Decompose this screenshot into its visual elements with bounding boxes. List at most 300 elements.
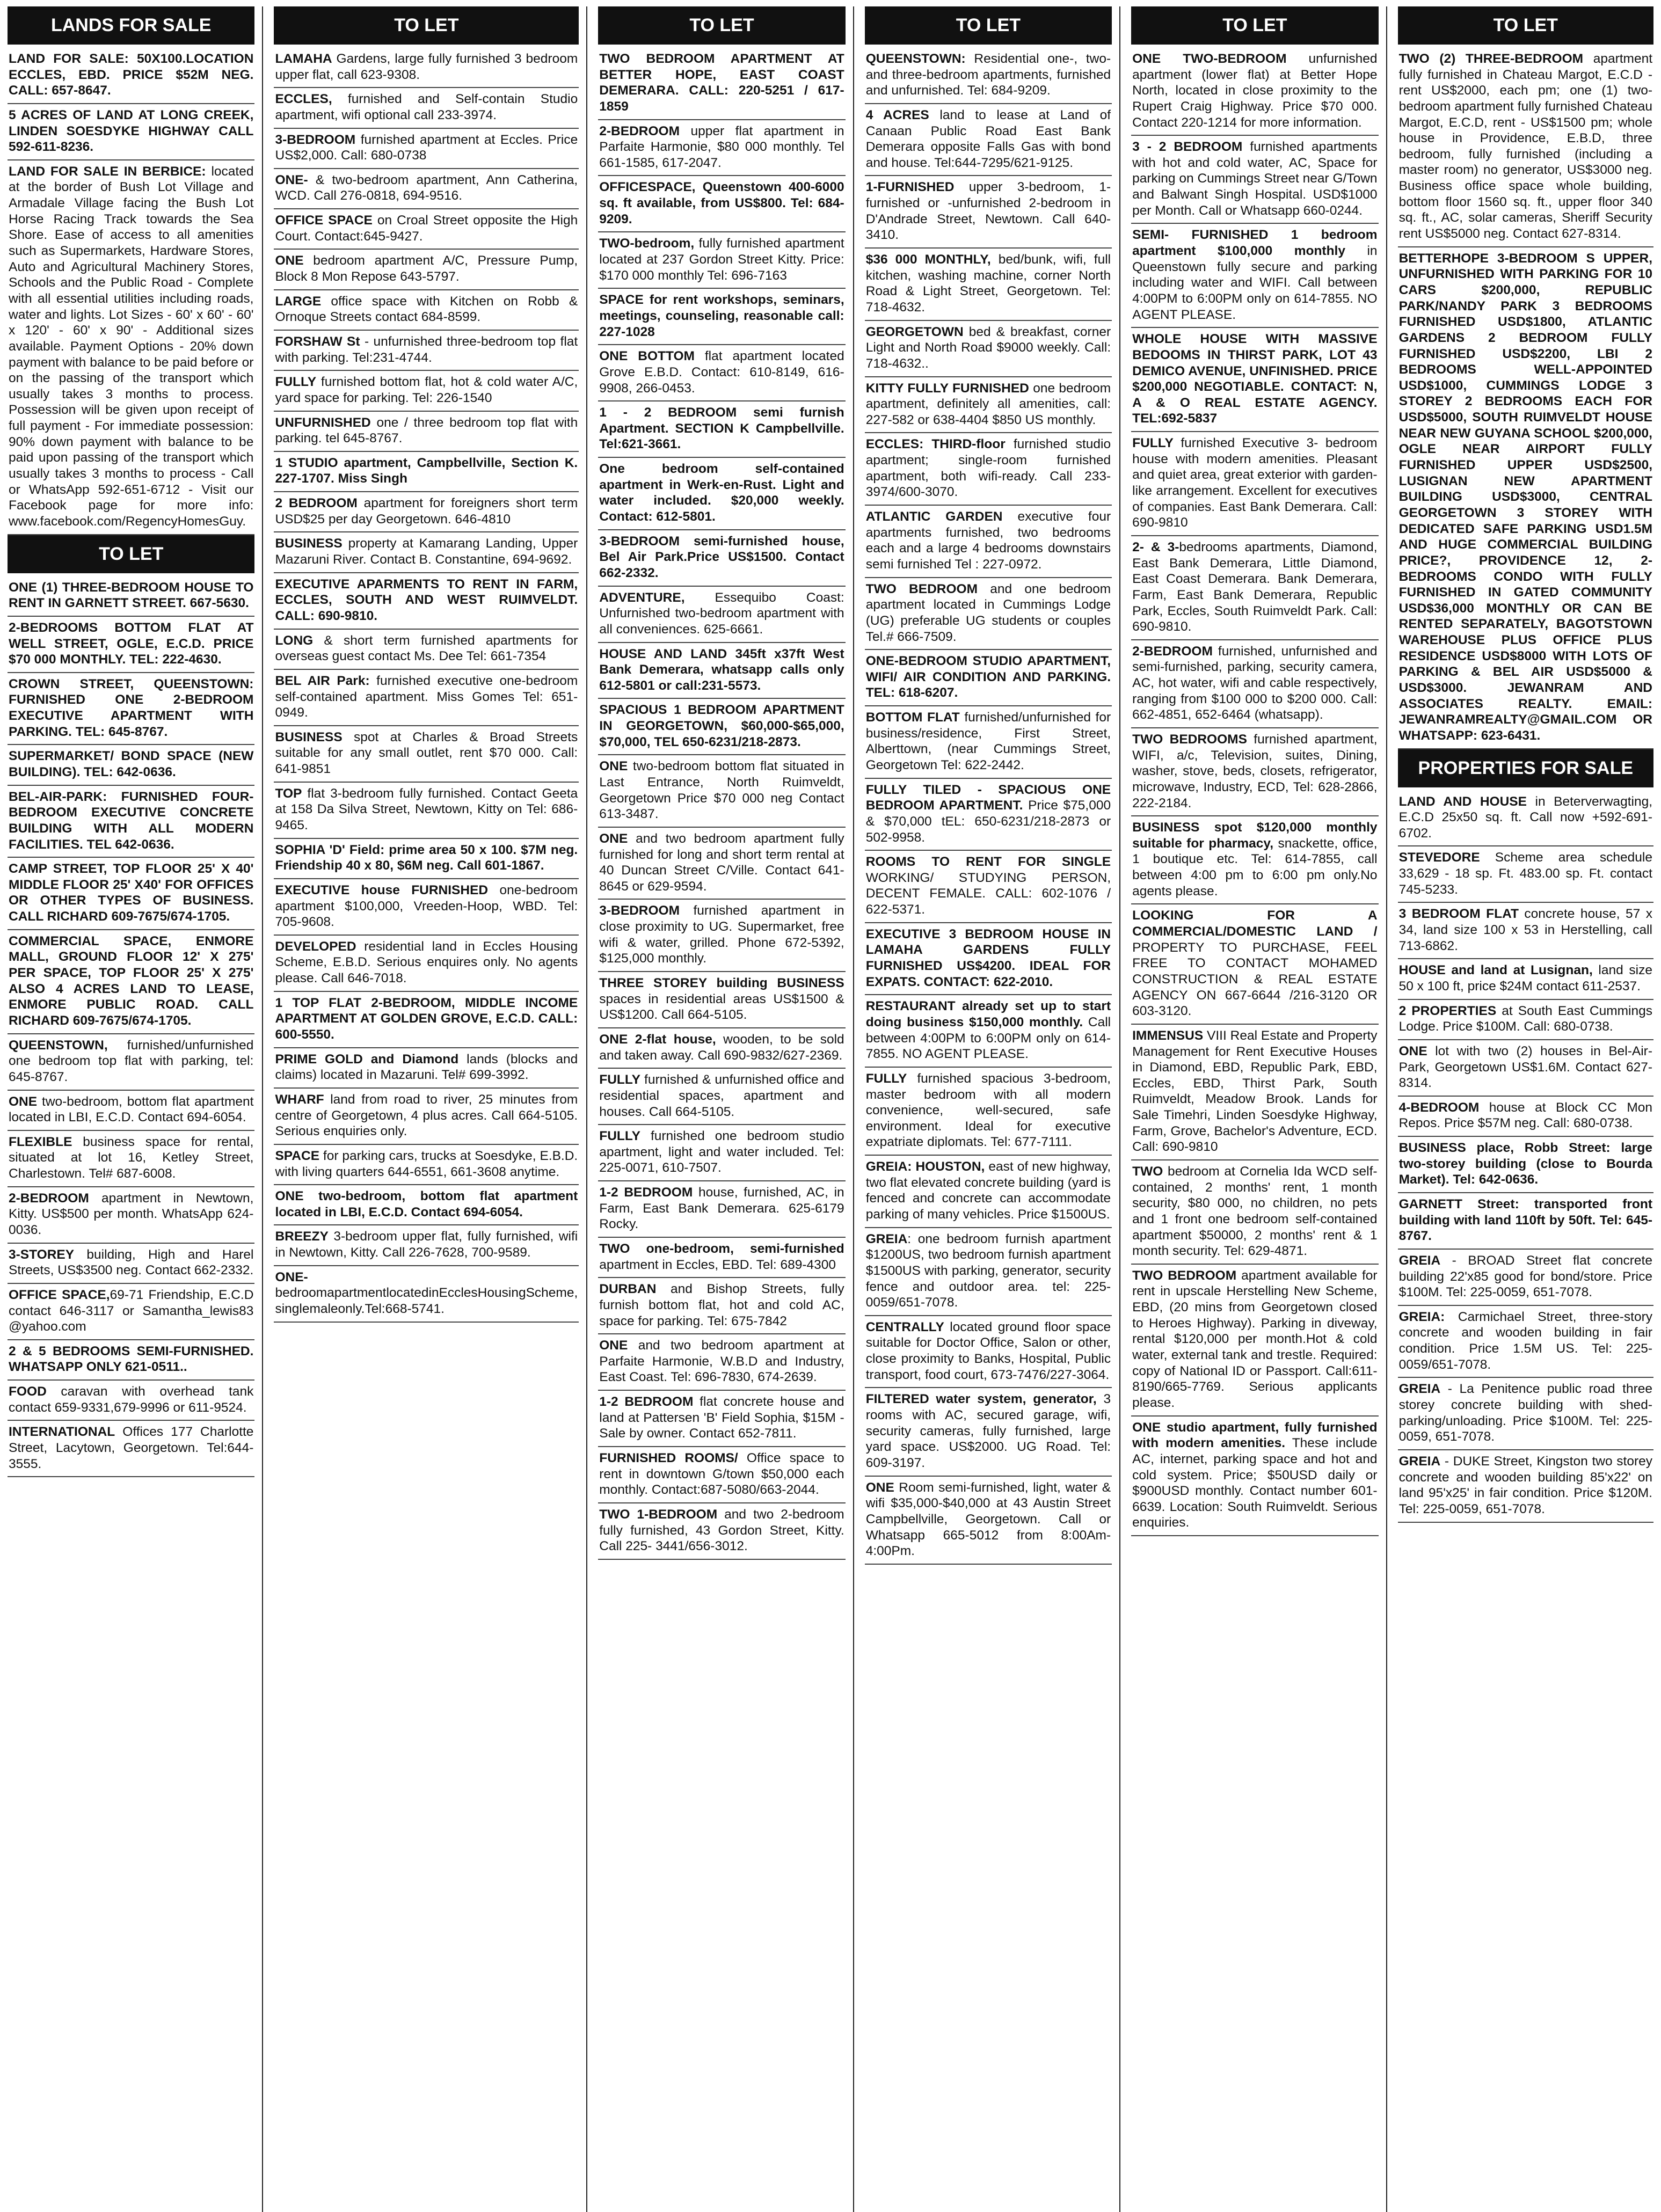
classified-ad	[8, 576, 254, 617]
ad-text: lot with two (2) houses in Bel-Air-Park, Georgetown US$1.6M. Contact 627-8314.	[1398, 1043, 1652, 1091]
ad-lead: 3-BEDROOM	[275, 132, 356, 147]
ad-text: : one bedroom furnish apartment $1200US, two bedroom furnish apartment $1500US with parking, generator, security fence and outdoor area. tel: 225-0059/651-7078.	[865, 1231, 1111, 1310]
classified-ad	[1398, 1137, 1653, 1193]
ad-lead: $36 000 MONTHLY,	[865, 252, 991, 267]
ad-text: at South East Cummings Lodge. Price $100M. Call: 680-0738.	[1398, 1003, 1653, 1034]
classified-ad	[865, 706, 1112, 779]
ad-lead: BUSINESS spot $120,000 monthly suitable for pharmacy,	[1132, 820, 1378, 851]
classified-ad	[598, 289, 845, 345]
classified-ad	[1398, 1306, 1653, 1378]
ad-text: ONE-BEDROOM STUDIO APARTMENT, WIFI/ AIR CONDITION AND PARKING. TEL: 618-6207.	[865, 654, 1111, 700]
ad-lead: ONE	[275, 253, 304, 268]
ad-text: in Beterverwagting, E.C.D 25x50 sq. ft. Call now +592-691-6702.	[1398, 794, 1652, 841]
ad-lead: 2-BEDROOM	[1132, 644, 1213, 659]
ad-text: land size 50 x 100 ft, price $24M contact 611-2537.	[1398, 963, 1652, 994]
ad-lead: 1-FURNISHED	[865, 180, 955, 195]
ad-lead: OFFICE SPACE	[275, 213, 373, 228]
ad-lead: SPACE	[275, 1148, 320, 1163]
ad-text: Gardens, large fully furnished 3 bedroom upper flat, call 623-9308.	[275, 52, 578, 82]
ad-text: apartment fully furnished in Chateau Margot, E.C.D - rent US$2000, each pm; one (1) two-bedroom apartment fully furnished Chateau Margot, E.C.D, rent - US$1500 pm; whole house in Providence, E.B.D, three bedroom, fully furnished (including a master room) no generator, US$3000 neg. Business office space whole building, bottom floor 1560 sq. ft., upper floor 340 sq. ft., AC, solar cameras, Sheriff Security rent US$5000 neg. Contact 627-8314.	[1398, 52, 1653, 242]
classified-ad	[1131, 816, 1378, 904]
classified-ad	[1398, 959, 1653, 999]
ad-text: building, High and Harel Streets, US$3500 neg. Contact 662-2332.	[9, 1247, 254, 1278]
classified-ad	[1131, 1025, 1378, 1160]
ad-lead: FULLY	[599, 1072, 640, 1087]
ad-text: BETTERHOPE 3-BEDROOM S UPPER, UNFURNISHED WITH PARKING FOR 10 CARS $200,000, REPUBLIC PARK/NANDY PARK 3 BEDROOMS FURNISHED USD$1800, ATLANTIC GARDENS 2 BEDROOM FULLY FURNISHED USD$2200, LBI 2 BEDROOMS WELL-APPOINTED USD$1000, CUMMINGS LODGE 3 STOREY 2 BEDROOMS EACH FOR USD$5000, SOUTH RUIMVELDT HOUSE NEAR NEW GUYANA SCHOOL $200,000, OGLE NEAR AIRPORT FULLY FURNISHED UPPER USD$2500, LUSIGNAN NEW APARTMENT BUILDING USD$3000, CENTRAL GEORGETOWN 3 STOREY WITH DEDICATED SAFE PARKING USD1.5M AND HUGE COMMERCIAL BUILDING PRICE?, PROVIDENCE 12, 2- BEDROOMS CONDO WITH FULLY FURNISHED IN GATED COMMUNITY USD$36,000 MONTHLY OR CAN BE RENTED SEPARATELY, BAGOTSTOWN WAREHOUSE PLUS OFFICE PLUS RESIDENCE USD$8000 WITH LOTS OF PARKING & BEL AIR USD$5000 & USD$3000. JEWANRAM AND ASSOCIATES REALTY. EMAIL: JEWANRAMREALTY@GMAIL.COM OR WHATSAPP: 623-6431.	[1398, 251, 1652, 743]
classified-ad	[865, 1228, 1112, 1316]
ad-text: Office space to rent in downtown G/town $50,000 each monthly. Contact:687-5080/663-2044.	[599, 1451, 844, 1498]
ad-lead: TWO-bedroom,	[599, 236, 695, 251]
classified-ad	[865, 433, 1112, 506]
ad-text: COMMERCIAL SPACE, ENMORE MALL, GROUND FLOOR 12' X 275' PER SPACE, TOP FLOOR 25' X 275' ALSO 4 ACRES LAND TO LEASE, ENMORE PUBLIC ROAD. CALL RICHARD 609-7675/674-1705.	[9, 933, 254, 1028]
ad-text: SPACIOUS 1 BEDROOM APARTMENT IN GEORGETOWN, $60,000-$65,000, $70,000, TEL 650-6231/218-2873.	[599, 703, 844, 749]
ad-text: OFFICESPACE, Queenstown 400-6000 sq. ft available, from US$800. Tel: 684-9209.	[599, 180, 844, 227]
classified-ad	[598, 458, 845, 530]
ad-text: 5 ACRES OF LAND AT LONG CREEK, LINDEN SOESDYKE HIGHWAY CALL 592-611-8236.	[9, 107, 254, 155]
classified-ad	[8, 1131, 254, 1187]
ad-lead: ONE-	[275, 1269, 308, 1284]
ad-text: furnished Executive 3- bedroom house with modern amenities. Pleasant and quiet area, great exterior with garden- like arrangement. Excellent for executives of companies. East Bank Demerara. Call: 690-9810	[1132, 436, 1378, 530]
ad-text: one-bedroom apartment $100,000, Vreeden-Hoop, WBD. Tel: 705-9608.	[275, 882, 578, 930]
classified-ad	[8, 1284, 254, 1340]
ad-lead: ONE	[9, 1094, 38, 1109]
ad-text: unfurnished apartment (lower flat) at Better Hope North, located in close proximity to the Rupert Craig Highway. Price $70 000. Contact 220-1214 for more information.	[1132, 52, 1378, 130]
classified-ad	[274, 1266, 579, 1323]
ad-lead: LAND AND HOUSE	[1398, 794, 1527, 809]
ad-lead: 3-BEDROOM	[599, 903, 680, 918]
ad-lead: ONE studio apartment, fully furnished with modern amenities.	[1132, 1420, 1378, 1451]
classified-ad	[865, 377, 1112, 434]
ad-lead: THREE STOREY building BUSINESS	[599, 976, 844, 991]
classified-ad	[8, 858, 254, 930]
ad-text: residential land in Eccles Housing Scheme, E.B.D. Serious enquires only. No agents please. Call 646-7018.	[275, 939, 578, 986]
classified-ad	[865, 779, 1112, 851]
ad-lead: LONG	[275, 633, 314, 648]
section-header: LANDS FOR SALE	[8, 6, 254, 45]
classified-ad	[1398, 903, 1653, 959]
ad-text: house at Block CC Mon Repos. Price $57M neg. Call: 680-0738.	[1398, 1100, 1652, 1131]
ad-text: and two bedroom apartment at Parfaite Harmonie, W.B.D and Industry, East Coast. Tel: 696-7830, 674-2639.	[599, 1338, 844, 1385]
ad-lead: INTERNATIONAL	[9, 1425, 115, 1440]
ad-text: wooden, to be sold and taken away. Call 690-9832/627-2369.	[599, 1032, 844, 1063]
ad-text: 2-BEDROOMS BOTTOM FLAT AT WELL STREET, OGLE, E.C.D. PRICE $70 000 MONTHLY. TEL: 222-4630.	[9, 620, 254, 667]
ad-lead: BUSINESS	[275, 536, 343, 551]
ad-text: and Bishop Streets, fully furnish bottom flat, hot and cold AC, space for parking. Tel: 675-7842	[599, 1282, 844, 1328]
ad-lead: EXECUTIVE house FURNISHED	[275, 882, 489, 897]
section-header: TO LET	[598, 6, 845, 45]
classified-ad	[598, 345, 845, 401]
ad-text: bed & breakfast, corner Light and North Road $9000 weekly. Call: 718-4632..	[865, 324, 1111, 371]
ad-text: 69-71 Friendship, E.C.D contact 646-3117 or Samantha_lewis83 @yahoo.com	[9, 1287, 254, 1334]
ad-text: spaces in residential areas US$1500 & US$1200. Call 664-5105.	[599, 991, 844, 1023]
ad-text: BUSINESS place, Robb Street: large two-storey building (close to Bourda Market). Tel: 642-0636.	[1398, 1141, 1652, 1187]
ad-lead: 2 BEDROOM	[275, 496, 358, 511]
ad-lead: FLEXIBLE	[9, 1134, 72, 1149]
classified-ad	[274, 371, 579, 411]
classified-ad	[274, 670, 579, 726]
classified-ad	[1398, 1378, 1653, 1450]
classified-ad	[274, 726, 579, 783]
classified-ad	[1398, 1450, 1653, 1523]
ad-lead: BREEZY	[275, 1229, 329, 1244]
ad-text: - unfurnished three-bedroom top flat with parking. Tel:231-4744.	[275, 334, 578, 365]
ad-lead: 4 ACRES	[865, 107, 929, 122]
classified-ad	[598, 1334, 845, 1391]
classified-ad	[8, 104, 254, 160]
ad-text: on Croal Street opposite the High Court. Contact:645-9427.	[275, 213, 578, 244]
classified-ad	[274, 209, 579, 250]
ad-lead: 3-STOREY	[9, 1247, 75, 1262]
classified-ad	[8, 1034, 254, 1091]
classified-ad	[1131, 136, 1378, 224]
classified-ad	[598, 401, 845, 458]
ad-text: furnished spacious 3-bedroom, master bedroom with all modern convenience, well-secured, safe environment. Ideal for executive expatriate diplomats. Tel: 677-7111.	[865, 1071, 1111, 1150]
ad-text: CROWN STREET, QUEENSTOWN: FURNISHED ONE 2-BEDROOM EXECUTIVE APARTMENT WITH PARKING. TEL: 645-8767.	[9, 676, 254, 739]
ad-text: - La Penitence public road three storey concrete building with shed-parking/unloading. Price $100M. Tel: 225-0059, 651-7078.	[1398, 1382, 1652, 1444]
ad-lead: ONE	[599, 759, 628, 774]
ad-text: furnished one bedroom studio apartment, light and water included. Tel: 225-0071, 610-7507.	[599, 1129, 844, 1176]
classified-ad	[598, 643, 845, 699]
ad-lead: GEORGETOWN	[865, 324, 964, 339]
classified-ad	[598, 900, 845, 972]
ad-lead: BUSINESS	[275, 729, 343, 744]
ad-lead: SEMI- FURNISHED 1 bedroom apartment $100,000 monthly	[1132, 228, 1378, 259]
classified-ad	[1398, 846, 1653, 903]
classified-ad	[865, 1388, 1112, 1476]
ad-text: one bedroom apartment, definitely all amenities, call: 227-582 or 638-4404 $850 US monthly.	[865, 381, 1111, 427]
column-3	[598, 6, 854, 2212]
ad-text: & two-bedroom apartment, Ann Catherina, WCD. Call 276-0818, 694-9516.	[275, 172, 578, 203]
ad-text: Call between 4:00PM to 6:00PM only on 614-7855. NO AGENT PLEASE.	[865, 1014, 1111, 1062]
ad-text: apartment in Eccles, EBD. Tel: 689-4300	[599, 1257, 836, 1272]
classified-ad	[8, 1244, 254, 1284]
ad-lead: GREIA	[1398, 1253, 1441, 1268]
ad-lead: FILTERED water system, generator,	[865, 1392, 1097, 1407]
classified-ad	[274, 492, 579, 532]
ad-text: Price $75,000 & $70,000 tEL: 650-6231/218-2873 or 502-9958.	[865, 798, 1111, 845]
classified-ad	[274, 250, 579, 290]
classified-ad	[274, 783, 579, 839]
ad-text: furnished and Self-contain Studio apartment, wifi optional call 233-3974.	[275, 92, 578, 122]
ad-lead: DURBAN	[599, 1282, 657, 1297]
ad-lead: GREIA	[1398, 1382, 1441, 1397]
classified-ad	[8, 1091, 254, 1131]
classified-ad	[274, 839, 579, 879]
ad-lead: RESTAURANT already set up to start doing business $150,000 monthly.	[865, 999, 1111, 1030]
classified-ad	[1398, 1193, 1653, 1250]
ad-text: SOPHIA 'D' Field: prime area 50 x 100. $7M neg. Friendship 40 x 80, $6M neg. Call 601-1867.	[275, 842, 578, 873]
classified-ad	[1398, 791, 1653, 847]
classified-ad	[8, 617, 254, 673]
ad-text: and one bedroom apartment located in Cummings Lodge (UG) preferable UG students or couples Tel.# 666-7509.	[865, 581, 1111, 644]
ad-text: flat 3-bedroom fully furnished. Contact Geeta at 158 Da Silva Street, Newtown, Kitty on Tel: 686-9465.	[275, 786, 578, 833]
ad-text: executive four apartments furnished, two bedrooms each and a large 4 bedrooms downstairs semi furnished Tel : 227-0972.	[865, 509, 1111, 572]
ad-lead: GREIA: HOUSTON,	[865, 1159, 985, 1174]
ad-text: in Queenstown fully secure and parking including water and WIFI. Call between 4:00PM to 6:00PM only on 614-7855. NO AGENT PLEASE.	[1132, 244, 1378, 322]
ad-text: LAND FOR SALE: 50X100.LOCATION ECCLES, EBD. PRICE $52M NEG. CALL: 657-8647.	[9, 52, 254, 98]
ad-lead: QUEENSTOWN,	[9, 1038, 108, 1053]
ad-text: & short term furnished apartments for overseas guest contact Ms. Dee Tel: 661-7354	[275, 633, 578, 664]
classified-ad	[274, 1225, 579, 1266]
ad-text: apartment for foreigners short term USD$25 per day Georgetown. 646-4810	[275, 496, 578, 527]
ad-lead: 2-BEDROOM	[9, 1191, 89, 1206]
classified-ad	[865, 321, 1112, 377]
classified-ad	[274, 129, 579, 169]
ad-text: - DUKE Street, Kingston two storey concrete and wooden building 85'x22' on land 95'x25' in fair condition. Price $120M. Tel: 225-0059, 651-7078.	[1398, 1454, 1652, 1516]
ad-lead: ROOMS TO RENT FOR SINGLE	[865, 855, 1111, 870]
classified-ad	[1131, 904, 1378, 1024]
ad-lead: ONE	[1398, 1043, 1427, 1058]
ad-lead: FULLY TILED - SPACIOUS ONE BEDROOM APARTMENT.	[865, 782, 1111, 813]
classified-ad	[1131, 328, 1378, 432]
ad-lead: QUEENSTOWN:	[865, 52, 966, 66]
classified-ad	[1131, 1265, 1378, 1417]
classified-ad	[865, 104, 1112, 177]
ad-lead: TWO one-bedroom, semi-furnished	[599, 1242, 844, 1256]
ad-lead: FULLY	[865, 1071, 907, 1086]
ad-lead: 1-2 BEDROOM	[599, 1185, 693, 1200]
classified-ad	[274, 452, 579, 492]
ad-text: Room semi-furnished, light, water & wifi $35,000-$40,000 at 43 Austin Street Campbellville, Georgetown. Call or Whatsapp 665-5012 from 8:00Am-4:00Pm.	[865, 1480, 1111, 1559]
ad-text: HOUSE AND LAND 345ft x37ft West Bank Demerara, whatsapp calls only 612-5801 or call:231-5573.	[599, 646, 844, 693]
classified-ad	[1398, 247, 1653, 749]
ad-lead: CENTRALLY	[865, 1319, 944, 1334]
ad-text: 3-bedroom upper flat, fully furnished, wifi in Newtown, Kitty. Call 226-7628, 700-9589.	[275, 1229, 578, 1260]
classified-ad	[1398, 1000, 1653, 1040]
classified-ad	[865, 1316, 1112, 1389]
classified-ad	[8, 48, 254, 104]
classified-ad	[598, 1503, 845, 1560]
ad-lead: 3 BEDROOM FLAT	[1398, 907, 1519, 922]
classified-ad	[865, 1477, 1112, 1565]
ad-lead: FULLY	[1132, 436, 1174, 451]
ad-text: for parking cars, trucks at Soesdyke, E.B.D. with living quarters 644-6551, 661-3608 anytime.	[275, 1148, 578, 1179]
ad-lead: KITTY FULLY FURNISHED	[865, 381, 1029, 396]
ad-text: furnished/unfurnished one bedroom top flat with parking, tel: 645-8767.	[9, 1038, 254, 1084]
ad-lead: GREIA:	[1398, 1309, 1445, 1324]
ad-text: furnished, unfurnished and semi-furnished, parking, security camera, AC, hot water, wifi and cable respectively, ranging from $100 000 to $200 000. Call: 662-4851, 652-6464 (whatsapp).	[1132, 644, 1378, 722]
classified-ad	[274, 412, 579, 452]
ad-lead: FOOD	[9, 1384, 47, 1399]
ad-lead: HOUSE and land at Lusignan,	[1398, 963, 1593, 978]
ad-text: spot at Charles & Broad Streets suitable for any small outlet, rent $70 000. Call: 641-9851	[275, 729, 578, 777]
ad-text: WHOLE HOUSE WITH MASSIVE BEDOOMS IN THIRST PARK, LOT 43 DEMICO AVENUE, UNFINISHED. PRICE $200,000 NEGOTIABLE. CONTACT: N, A & O REAL ESTATE AGENCY. TEL:692-5837	[1132, 332, 1378, 426]
column-1	[8, 6, 263, 2212]
classified-ad	[598, 755, 845, 828]
classified-ad	[8, 786, 254, 858]
column-2	[274, 6, 587, 2212]
classified-ad	[1398, 1040, 1653, 1097]
ad-lead: ECCLES: THIRD-floor	[865, 437, 1006, 452]
classified-ad	[865, 176, 1112, 249]
classified-ad	[598, 1125, 845, 1181]
ad-text: SPACE for rent workshops, seminars, meetings, counseling, reasonable call: 227-1028	[599, 293, 844, 339]
ad-text: Offices 177 Charlotte Street, Lacytown, Georgetown. Tel:644-3555.	[9, 1425, 254, 1471]
ad-text: EXECUTIVE 3 BEDROOM HOUSE IN LAMAHA GARDENS FULLY FURNISHED US$4200. IDEAL FOR EXPATS. CONTACT: 622-2010.	[865, 926, 1111, 989]
ad-lead: 4-BEDROOM	[1398, 1100, 1480, 1115]
classified-ad	[598, 1069, 845, 1125]
classified-ad	[598, 1028, 845, 1069]
ad-lead: DEVELOPED	[275, 939, 356, 954]
classified-ad	[598, 1391, 845, 1447]
ad-lead: TWO BEDROOMS	[1132, 732, 1247, 747]
classified-ad	[865, 995, 1112, 1068]
ad-text: TWO BEDROOM APARTMENT AT BETTER HOPE, EAST COAST DEMERARA. CALL: 220-5251 / 617-1859	[599, 52, 844, 114]
classified-ad	[8, 745, 254, 785]
ad-lead: 2 PROPERTIES	[1398, 1003, 1497, 1018]
column-5	[1131, 6, 1387, 2212]
ad-text: furnished bottom flat, hot & cold water A/C, yard space for parking. Tel: 226-1540	[275, 375, 578, 405]
section-header: PROPERTIES FOR SALE	[1398, 749, 1653, 787]
ad-text: CAMP STREET, TOP FLOOR 25' X 40' MIDDLE FLOOR 25' X40' FOR OFFICES OR OTHER TYPES OF BUSINESS. CALL RICHARD 609-7675/674-1705.	[9, 862, 254, 924]
ad-lead: 2-BEDROOM	[599, 123, 680, 138]
classified-ad	[598, 699, 845, 755]
ad-text: ONE two-bedroom, bottom flat apartment located in LBI, E.C.D. Contact 694-6054.	[275, 1189, 578, 1220]
ad-lead: 3 - 2 BEDROOM	[1132, 140, 1243, 155]
ad-text: east of new highway, two flat elevated concrete building (yard is fenced and concrete can accommodate parking of many vehicles. Price $1500US.	[865, 1159, 1111, 1222]
ad-text: furnished executive one-bedroom self-contained apartment. Miss Gomes Tel: 651-0949.	[275, 673, 578, 720]
ad-lead: ATLANTIC GARDEN	[865, 509, 1003, 524]
ad-text: furnished studio apartment; single-room furnished apartment, both wifi-ready. Call 233-3974/600-3070.	[865, 437, 1111, 500]
ad-lead: TWO BEDROOM	[1132, 1268, 1237, 1283]
ad-text: business space for rental, situated at lot 16, Ketley Street, Charlestown. Tel# 687-6008.	[9, 1134, 254, 1181]
classified-ad	[1131, 48, 1378, 136]
classified-ad	[865, 578, 1112, 651]
classified-ad	[598, 1181, 845, 1238]
ad-lead: UNFURNISHED	[275, 415, 371, 430]
ad-text: property at Kamarang Landing, Upper Mazaruni River. Contact B. Constantine, 694-9692.	[275, 536, 578, 567]
ad-text: furnished & unfurnished office and residential spaces, apartment and houses. Call 664-5105.	[599, 1072, 844, 1119]
ad-text: office space with Kitchen on Robb & Ornoque Streets contact 684-8599.	[275, 294, 578, 325]
classified-ad	[865, 48, 1112, 104]
classified-ad	[1398, 1250, 1653, 1306]
column-6	[1398, 6, 1653, 2212]
classified-ad	[1131, 640, 1378, 728]
section-header: TO LET	[1131, 6, 1378, 45]
ad-text: flat apartment located Grove E.B.D. Contact: 610-8149, 616-9908, 266-0453.	[599, 349, 844, 396]
classified-ad	[1131, 224, 1378, 328]
classified-ad	[865, 506, 1112, 578]
ad-text: bedroom at Cornelia Ida WCD self-contained, 2 months' rent, 1 month security, $80 000, no children, no pets and 1 front one bedroom self-contained apartment $50000, 2 months' rent & 1 month security. Tel: 629-4871.	[1132, 1164, 1378, 1259]
classified-ad	[1131, 432, 1378, 536]
classified-ad	[598, 232, 845, 289]
ad-lead: ONE 2-flat house,	[599, 1032, 716, 1047]
ad-text: located ground floor space suitable for Doctor Office, Salon or other, close proximity to Banks, Hospital, Public transport, food court, 673-7476/227-3064.	[865, 1319, 1111, 1382]
ad-text: two-bedroom bottom flat situated in Last Entrance, North Ruimveldt, Georgetown Price $70 000 neg Contact 613-3487.	[599, 759, 844, 822]
classified-ad	[598, 1238, 845, 1278]
ad-text: snackette, office, 1 boutique etc. Tel: 614-7855, call between 4:00 pm to 6:00 pm only.No agents please.	[1132, 836, 1378, 899]
classified-ad	[8, 160, 254, 535]
ad-text: land to lease at Land of Canaan Public Road East Bank Demerara opposite Falls Gas with bond and house. Tel:644-7295/621-9125.	[865, 107, 1111, 170]
ad-lead: ONE BOTTOM	[599, 349, 695, 364]
classified-ad	[274, 573, 579, 630]
classified-ad	[274, 630, 579, 670]
classified-ad	[274, 290, 579, 331]
classified-ad	[274, 1048, 579, 1089]
ad-text: furnished apartment at Eccles. Price US$2,000. Call: 680-0738	[275, 132, 578, 163]
classified-ad	[274, 331, 579, 371]
classified-ad	[274, 879, 579, 936]
ad-lead: PRIME GOLD and Diamond	[275, 1052, 459, 1067]
classified-ad	[274, 1185, 579, 1225]
ad-lead: TWO	[1132, 1164, 1163, 1179]
ad-text: bedroom apartment A/C, Pressure Pump, Block 8 Mon Repose 643-5797.	[275, 253, 578, 284]
ad-text: one / three bedroom top flat with parking. tel 645-8767.	[275, 415, 578, 446]
classified-ad	[1398, 1097, 1653, 1137]
section-header: TO LET	[865, 6, 1112, 45]
classified-ad	[274, 532, 579, 573]
classified-ad	[8, 1381, 254, 1421]
classified-ad	[1131, 1160, 1378, 1265]
ad-text: and two 2-bedroom fully furnished, 43 Gordon Street, Kitty. Call 225- 3441/656-3012.	[599, 1507, 844, 1554]
ad-lead: ONE	[599, 831, 628, 846]
classified-ad	[598, 828, 845, 900]
ad-lead: LAMAHA	[275, 52, 332, 66]
classified-ad	[1131, 1417, 1378, 1536]
ad-lead: GREIA	[865, 1231, 908, 1246]
ad-lead: TWO BEDROOM	[865, 581, 978, 596]
ad-text: furnished apartments with hot and cold water, AC, Space for parking on Cummings Street near G/Town and Balwant Singh Hospital. USD$1000 per Month. Call or Whatsapp 660-0244.	[1132, 140, 1378, 218]
classified-ad	[8, 1187, 254, 1244]
classified-ad	[1131, 536, 1378, 640]
ad-text: Essequibo Coast: Unfurnished two-bedroom apartment with all conveniences. 625-6661.	[599, 590, 844, 637]
ad-text: 3-BEDROOM semi-furnished house, Bel Air Park.Price US$1500. Contact 662-2332.	[599, 534, 844, 580]
ad-lead: WHARF	[275, 1092, 324, 1107]
classified-ad	[274, 169, 579, 209]
ad-text: caravan with overhead tank contact 659-9331,679-9996 or 611-9524.	[9, 1384, 254, 1415]
classified-ad	[274, 936, 579, 992]
ad-lead: OFFICE SPACE,	[9, 1287, 110, 1302]
ad-text: land from road to river, 25 minutes from centre of Georgetown, 4 plus acres. Call 664-5105. Serious enquiries only.	[275, 1092, 578, 1139]
ad-text: BEL-AIR-PARK: FURNISHED FOUR-BEDROOM EXECUTIVE CONCRETE BUILDING WITH ALL MODERN FACILITIES. TEL 642-0636.	[9, 789, 254, 852]
classified-ad	[865, 1156, 1112, 1228]
ad-lead: ADVENTURE,	[599, 590, 685, 605]
ad-lead: ONE	[865, 1480, 894, 1495]
column-4	[865, 6, 1120, 2212]
ad-text: bedroomapartmentlocatedinEcclesHousingScheme, singlemaleonly.Tel:668-5741.	[275, 1286, 578, 1316]
ad-lead: LAND FOR SALE IN BERBICE:	[9, 164, 206, 179]
ad-lead: LOOKING FOR A COMMERCIAL/DOMESTIC LAND /	[1132, 908, 1378, 939]
ad-text: ONE (1) THREE-BEDROOM HOUSE TO RENT IN GARNETT STREET. 667-5630.	[9, 580, 254, 611]
ad-text: Residential one-, two- and three-bedroom apartments, furnished and unfurnished. Tel: 684-9209.	[865, 52, 1111, 98]
classified-ad	[274, 1145, 579, 1185]
ad-text: and two bedroom apartment fully furnished for long and short term rental at 40 Duncan Street C/Ville. Contact 641-8645 or 629-9594.	[599, 831, 844, 894]
classified-ad	[865, 249, 1112, 321]
classified-ad	[274, 48, 579, 88]
ad-text: Scheme area schedule 33,629 - 18 sp. Ft. 483.00 sp. Ft. contact 745-5233.	[1398, 850, 1652, 897]
ad-text: 1 STUDIO apartment, Campbellville, Section K. 227-1707. Miss Singh	[275, 455, 578, 486]
classified-ad	[274, 1089, 579, 1145]
ad-text: located at the border of Bush Lot Village and Armadale Village facing the Bush Lot Horse Racing Track towards the Sea Shore. Ease of access to all amenities such as Supermarkets, Hardware Stores, Auto and Agricultural Machinery Stores, Schools and the Public Road - Complete with all essential utilities including roads, water and lights. Lot Sizes - 60' x 60' - 60' x 120' - 60' x 90' - Additional sizes available. Payment Options - 20% down payment with balance to be paid before or on the passing of the transport which usually takes 3 months to process. Possession will be given upon receipt of full payment - For immediate possession: 90% down payment with balance to be paid upon passing of the transport which usually takes 3 months to process - Call or WhatsApp 592-651-6712 - Visit our Facebook page for more info: www.facebook.com/RegencyHomesGuy.	[9, 164, 254, 529]
classified-ad	[598, 1278, 845, 1334]
classified-ad	[598, 176, 845, 232]
ad-text: concrete house, 57 x 34, land size 100 x 53 in Herstelling, call 713-6862.	[1398, 907, 1652, 953]
classified-ad	[8, 673, 254, 746]
section-header: TO LET	[274, 6, 579, 45]
classified-ad	[598, 120, 845, 177]
ad-text: EXECUTIVE APARMENTS TO RENT IN FARM, ECCLES, SOUTH AND WEST RUIMVELDT. CALL: 690-9810.	[275, 576, 578, 623]
classified-ad	[274, 88, 579, 128]
ad-text: upper 3-bedroom, 1-furnished or -unfurnished 2-bedroom in D'Andrade Street, Newtown. Call 640-3410.	[865, 180, 1111, 243]
ad-lead: TWO 1-BEDROOM	[599, 1507, 718, 1522]
section-header: TO LET	[8, 535, 254, 573]
ad-text: 3 rooms with AC, secured garage, wifi, security cameras, fully furnished, large yard space. US$2000. UG Road. Tel: 609-3197.	[865, 1392, 1111, 1470]
ad-text: 1 TOP FLAT 2-BEDROOM, MIDDLE INCOME APARTMENT AT GOLDEN GROVE, E.C.D. CALL: 600-5550.	[275, 995, 578, 1042]
ad-text: VIII Real Estate and Property Management for Rent Executive Houses in Diamond, EBD, Republic Park, EBD, Eccles, EBD, Thirst Park, South Ruimveldt, Meadow Brook. Lands for Sale Timehri, Linden Soesdyke Highway, Farm, Grove, Bachelor's Adventure, ECD. Call: 690-9810	[1132, 1028, 1378, 1155]
ad-lead: BOTTOM FLAT	[865, 710, 960, 725]
ad-text: 1 - 2 BEDROOM semi furnish Apartment. SECTION K Campbellville. Tel:621-3661.	[599, 405, 844, 452]
ad-lead: LARGE	[275, 294, 322, 309]
